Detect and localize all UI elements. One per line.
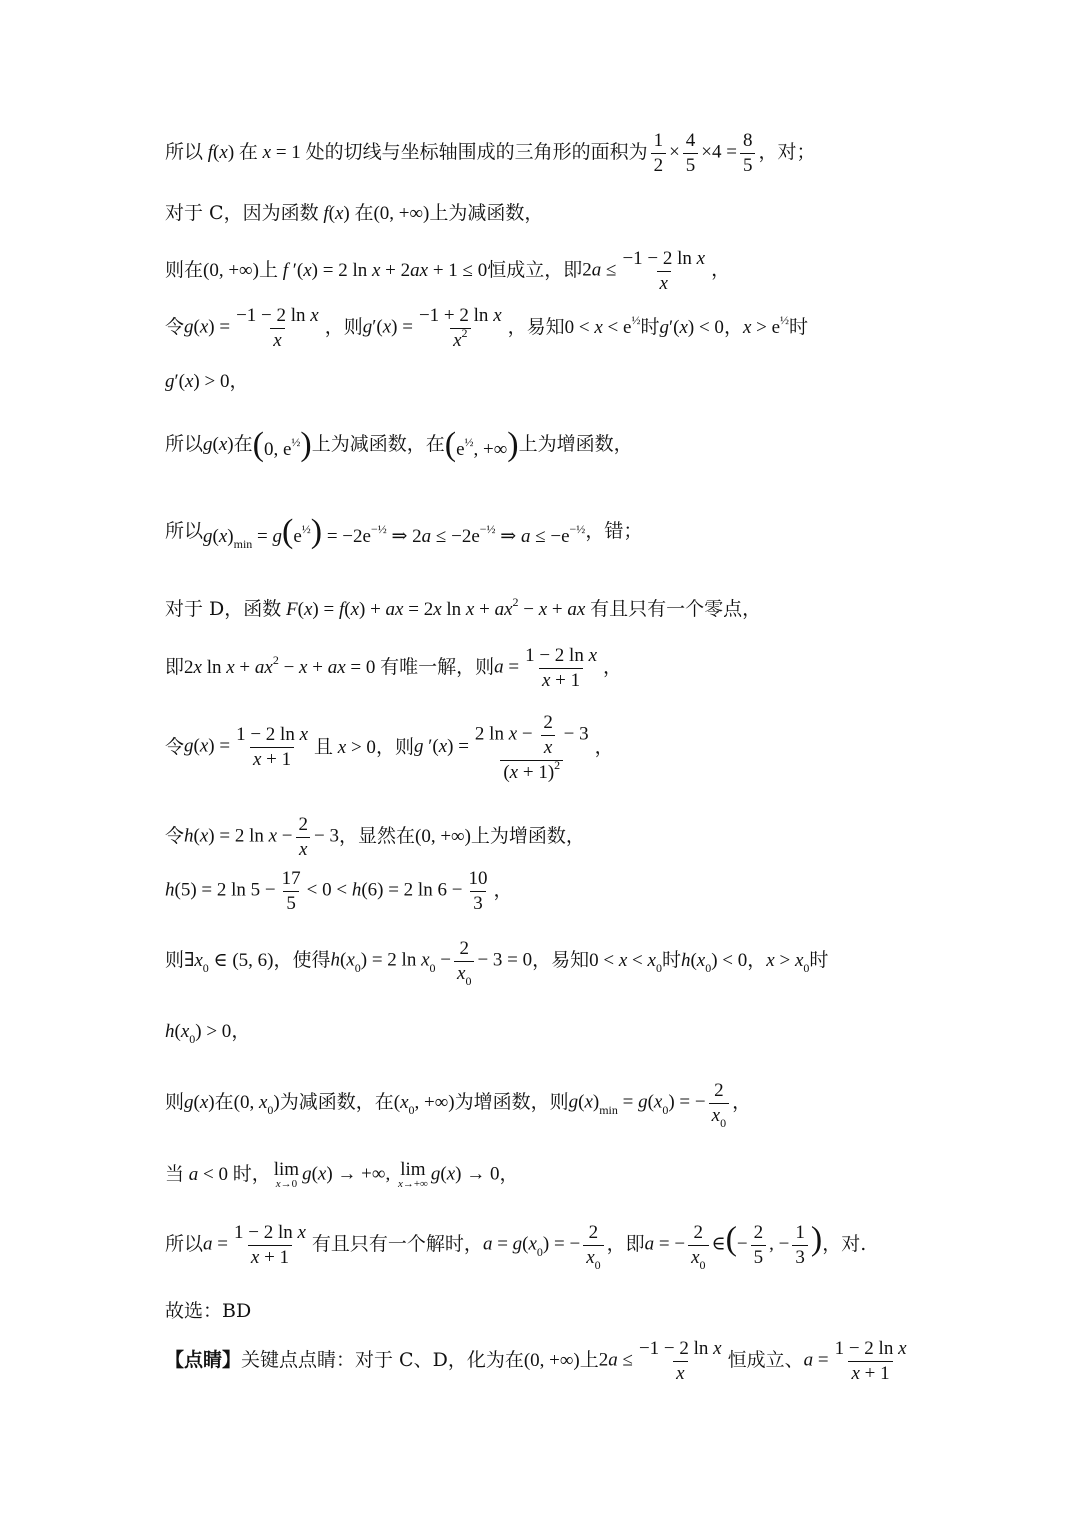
line-9	[165, 645, 930, 692]
text: 恒成立、	[727, 1349, 804, 1372]
text: 所以	[165, 1233, 204, 1256]
line-15	[165, 1080, 930, 1130]
math: g(x)	[203, 434, 234, 456]
line-14	[165, 1020, 930, 1044]
math: x = 1	[262, 142, 306, 164]
text: 有且只有一个解时，	[311, 1233, 483, 1256]
text: 在	[354, 202, 374, 224]
text: 上为增函数，	[470, 825, 585, 848]
math: a = − $\frac{2}{x_0}$ ∈(− $\frac{2}{5}$ , − $\frac{1}{3}$ )	[644, 1220, 823, 1272]
text: ，	[603, 656, 623, 679]
math: f ′(x) = 2 ln x + 2ax + 1 ≤ 0	[282, 260, 488, 282]
math: ($x_0$, +∞)	[393, 1092, 455, 1118]
text: 上为增函数，	[518, 433, 633, 456]
math: a = $\frac{\text{1 − 2 ln x}}{x + 1}$	[203, 1222, 306, 1268]
math: $g(x)_{min} = g(e^{\frac{1}{2}}) = -2e^{-\frac{1}{2}}$ ⇒ $2a \le -2e^{-\frac{1}{2}}$ ⇒ $a \le -e^{-\frac{1}{2}}$	[203, 513, 586, 551]
math: x > 0	[337, 736, 376, 758]
line-4	[165, 305, 930, 352]
text: 所以	[165, 141, 204, 164]
text: ，使得	[273, 949, 331, 972]
line-19	[165, 1338, 930, 1385]
text: 在	[238, 141, 258, 164]
math: $h(x_0) < 0$	[680, 950, 748, 976]
text: ，错；	[585, 520, 643, 543]
text: 则	[165, 949, 185, 972]
text: ，则	[375, 735, 414, 758]
math: (0, +∞)	[373, 203, 430, 224]
math: $g(x)_{min} = g(x_0)$ = − $\frac{2}{x_0}$	[569, 1080, 732, 1127]
text: ，	[723, 316, 743, 339]
text: ，对.	[822, 1233, 867, 1256]
math: (0, +∞)	[523, 1350, 580, 1372]
math: (0, +∞)	[415, 826, 471, 848]
line-1	[165, 130, 930, 177]
text: 在	[233, 433, 253, 456]
text: 为减函数，在	[279, 1091, 394, 1114]
text: 时	[809, 949, 829, 972]
text: ，	[594, 735, 614, 758]
text: ，	[231, 1020, 251, 1042]
math: 2a ≤ $\frac{\text{−1 − 2 ln x}}{x}$ ，	[582, 248, 731, 294]
line-12	[165, 868, 930, 915]
text: ，	[493, 879, 513, 902]
text: ，则	[324, 316, 363, 339]
text: ，对；	[758, 141, 816, 164]
text: ，易知	[532, 949, 590, 972]
line-16	[165, 1160, 930, 1190]
text: 令	[165, 825, 185, 848]
text: 时	[640, 316, 660, 339]
math: $0 < x < x_0$	[589, 950, 662, 976]
math: $a = g(x_0)$ = − $\frac{2}{x_0}$	[483, 1222, 607, 1269]
text: 处的切线与坐标轴围成的三角形的面积为	[305, 141, 648, 164]
math: g(x) = $\frac{\text{−1 − 2 ln x}}{x}$	[184, 305, 319, 351]
math: $h(x_0) = 2$ $\ln x_0$ − $\frac{2}{x_0}$ − 3 = 0	[330, 938, 533, 988]
line-11	[165, 814, 930, 861]
text: 且	[314, 735, 334, 758]
line-17	[165, 1220, 930, 1272]
text: 上为减函数，在	[311, 433, 445, 456]
text: 则	[165, 1091, 185, 1114]
text: 时	[661, 949, 681, 972]
text: 有唯一解，则	[380, 656, 495, 679]
text: 上	[579, 1349, 599, 1372]
line-10	[165, 712, 930, 784]
text: ，即	[606, 1233, 645, 1256]
text: 时，	[232, 1163, 271, 1186]
text: 对于 D，函数	[165, 598, 282, 620]
highlight-label: 【点睛】	[165, 1349, 242, 1372]
text: 令	[165, 316, 185, 339]
text: 上为减函数，	[429, 202, 544, 224]
text: 时	[789, 316, 809, 339]
math: h(x) = 2 ln x − $\frac{2}{x}$ − 3	[184, 814, 339, 860]
math: $\exists x_0$ ∈ (5, 6)	[184, 950, 274, 976]
text: 对于 C，因为函数	[165, 202, 319, 224]
text: 为增函数，则	[454, 1091, 569, 1114]
math: $h(x_0) > 0$	[165, 1021, 232, 1046]
text: ，显然在	[338, 825, 415, 848]
math: $x > x_0$	[766, 950, 810, 976]
text: ，	[229, 370, 249, 392]
math: lim x→0 g(x) → +∞, lim x→+∞ g(x) → 0	[273, 1159, 500, 1190]
math: g′(x) < 0	[659, 317, 724, 339]
math: (0, $x_0$)	[233, 1092, 280, 1118]
line-2	[165, 202, 930, 226]
math: (0, $e^{\frac{1}{2}}$)	[252, 426, 312, 463]
text: 在	[214, 1091, 234, 1114]
text: 则在	[165, 259, 204, 282]
math: 2x $\ln x + ax^2 - x$ + ax = 0	[184, 653, 381, 679]
math: f(x)	[207, 142, 239, 164]
line-7	[165, 515, 930, 549]
math: (0, +∞)	[203, 260, 259, 282]
math: g′(x) > 0	[165, 371, 230, 392]
math: g ′(x) = 2 ln x − $\frac{2}{x}$ − 3 $(x + 1)^2$	[413, 712, 589, 783]
math: 2a ≤ $\frac{\text{−1 − 2 ln x}}{x}$	[598, 1338, 722, 1384]
math: F(x) = f(x) + ax = 2x $\ln x + ax^2 - x$ + ax	[286, 595, 586, 620]
line-3	[165, 248, 930, 295]
text: 所以	[165, 433, 204, 456]
math: f(x)	[323, 203, 355, 224]
math: g′(x) = $\frac{\text{−1 + 2 ln x}}{x^2}$	[362, 305, 502, 351]
line-5	[165, 370, 930, 394]
text: 令	[165, 735, 185, 758]
math: h(5) = 2 ln 5 − $\frac{17}{5}$ < 0 < h(6) = 2 ln 6 − $\frac{10}{3}$	[165, 868, 488, 914]
math: a = $\frac{\text{1 − 2 ln x}}{x + 1}$	[803, 1338, 907, 1384]
text: 关键点点睛：对于 C、D，化为在	[241, 1349, 524, 1372]
math: ($e^{\frac{1}{2}}$, +∞)	[444, 426, 519, 463]
math: g(x)	[184, 1092, 215, 1114]
math: a < 0	[188, 1164, 233, 1186]
math: a = $\frac{\text{1 − 2 ln x}}{x + 1}$	[494, 645, 598, 691]
line-6	[165, 428, 930, 462]
text: 故选：BD	[165, 1300, 252, 1322]
area-expression: $\frac{1}{2}$ × $\frac{4}{5}$ ×4 = $\frac{8}{5}$	[648, 130, 759, 177]
text: ，	[732, 1091, 752, 1114]
text: 即	[165, 656, 185, 679]
math: $x > e^{\frac{1}{2}}$	[742, 313, 790, 339]
math: g(x) = $\frac{\text{1 − 2 ln x}}{x + 1}$	[184, 724, 309, 771]
line-13	[165, 938, 930, 988]
text: 有且只有一个零点，	[590, 598, 762, 620]
text: ，	[499, 1163, 519, 1186]
text: ，易知	[507, 316, 565, 339]
text: 所以	[165, 520, 204, 543]
text: 恒成立，即	[487, 259, 583, 282]
text: ，	[747, 949, 767, 972]
line-8	[165, 595, 930, 622]
math: $0 < x < e^{\frac{1}{2}}$	[564, 313, 641, 339]
text: 上	[258, 259, 278, 282]
line-18	[165, 1300, 930, 1324]
text: 当	[165, 1163, 185, 1186]
